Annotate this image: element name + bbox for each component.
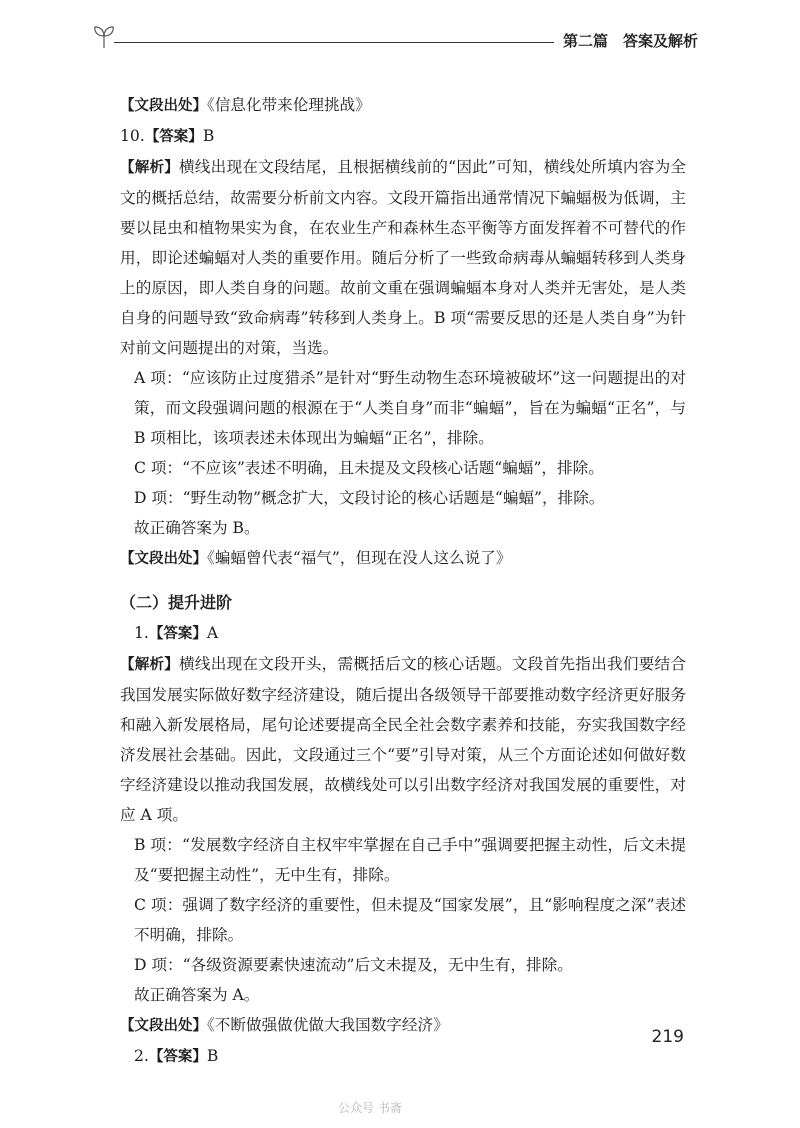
- analysis-label: 【解析】: [120, 160, 179, 176]
- source-title: 《不断做强做优做大我国数字经济》: [207, 1016, 449, 1034]
- watermark-stamp: [338, 1096, 450, 1118]
- answer-line-1: [120, 618, 686, 649]
- answer-line-10: [120, 121, 686, 152]
- answer-value: B: [206, 1047, 219, 1065]
- question-number: 1.: [134, 624, 149, 642]
- option-a-note: A 项：“应该防止过度猎杀”是针对“野生动物生态环境被破坏”这一问题提出的对策，而文段强调问题的根源在于“人类自身”而非“蝙蝠”，旨在为蝙蝠“正名”，与 B 项相比，该项表述未体现出为蝙蝠“正名”，排除。: [134, 369, 686, 447]
- question-number: 10.: [120, 127, 145, 145]
- answer-label: 【答案】: [148, 626, 207, 642]
- answer-value: A: [206, 624, 219, 642]
- option-d-note: D 项：“野生动物”概念扩大，文段讨论的核心话题是“蝙蝠”，排除。: [134, 489, 605, 507]
- page-content: [120, 90, 686, 1072]
- source-label: 【文段出处】: [120, 551, 207, 567]
- source-title: 《蝙蝠曾代表“福气”，但现在没人这么说了》: [207, 549, 512, 567]
- source-label: 【文段出处】: [120, 98, 207, 114]
- conclusion-1: 故正确答案为 A。: [134, 986, 260, 1004]
- header-rule: [114, 42, 554, 43]
- conclusion-10: 故正确答案为 B。: [134, 519, 260, 537]
- analysis-text: 横线出现在文段开头，需概括后文的核心话题。文段首先指出我们要结合我国发展实际做好数字经济建设，随后提出各级领导干部要推动数字经济更好服务和融入新发展格局，尾句论述要提高全民全社会数字素养和技能，夯实我国数字经济发展社会基础。因此，文段通过三个“要”引导对策，从三个方面论述如何做好数字经济建设以推动我国发展，故横线处可以引出数字经济对我国发展的重要性，对应 A 项。: [120, 655, 686, 824]
- header-title: 第二篇 答案及解析: [562, 32, 698, 50]
- option-b-note: B 项：“发展数字经济自主权牢牢掌握在自己手中”强调要把握主动性，后文未提及“要把握主动性”，无中生有，排除。: [134, 836, 686, 884]
- analysis-paragraph-10: [120, 152, 686, 363]
- source-title: 《信息化带来伦理挑战》: [207, 96, 371, 114]
- option-d-note: D 项：“各级资源要素快速流动”后文未提及，无中生有，排除。: [134, 956, 573, 974]
- watermark-text: 公众号 书斋: [338, 1101, 402, 1115]
- question-number: 2.: [134, 1047, 149, 1065]
- page-header: [92, 20, 698, 60]
- answer-label: 【答案】: [148, 1049, 207, 1065]
- source-line-3: [120, 1010, 686, 1041]
- section-heading: （二）提升进阶: [120, 593, 233, 612]
- option-c-note: C 项：强调了数字经济的重要性，但未提及“国家发展”，且“影响程度之深”表述不明确，排除。: [134, 896, 686, 944]
- answer-value: B: [202, 127, 215, 145]
- page-number: 219: [651, 1027, 684, 1047]
- analysis-paragraph-1: [120, 649, 686, 830]
- option-c-note: C 项：“不应该”表述不明确，且未提及文段核心话题“蝙蝠”，排除。: [134, 459, 604, 477]
- answer-line-2: [120, 1041, 686, 1072]
- source-line-1: [120, 90, 686, 121]
- sprout-icon: [92, 24, 116, 50]
- source-label: 【文段出处】: [120, 1018, 207, 1034]
- analysis-label: 【解析】: [120, 657, 180, 673]
- source-line-2: [120, 543, 686, 574]
- answer-label: 【答案】: [144, 129, 203, 145]
- analysis-text: 横线出现在文段结尾，且根据横线前的“因此”可知，横线处所填内容为全文的概括总结，故需要分析前文内容。文段开篇指出通常情况下蝙蝠极为低调，主要以昆虫和植物果实为食，在农业生产和森林生态平衡等方面发挥着不可替代的作用，即论述蝙蝠对人类的重要作用。随后分析了一些致命病毒从蝙蝠转移到人类身上的原因，即人类自身的问题。故前文重在强调蝙蝠本身对人类并无害处，是人类自身的问题导致“致命病毒”转移到人类身上。B 项“需要反思的还是人类自身”为针对前文问题提出的对策，当选。: [120, 158, 687, 357]
